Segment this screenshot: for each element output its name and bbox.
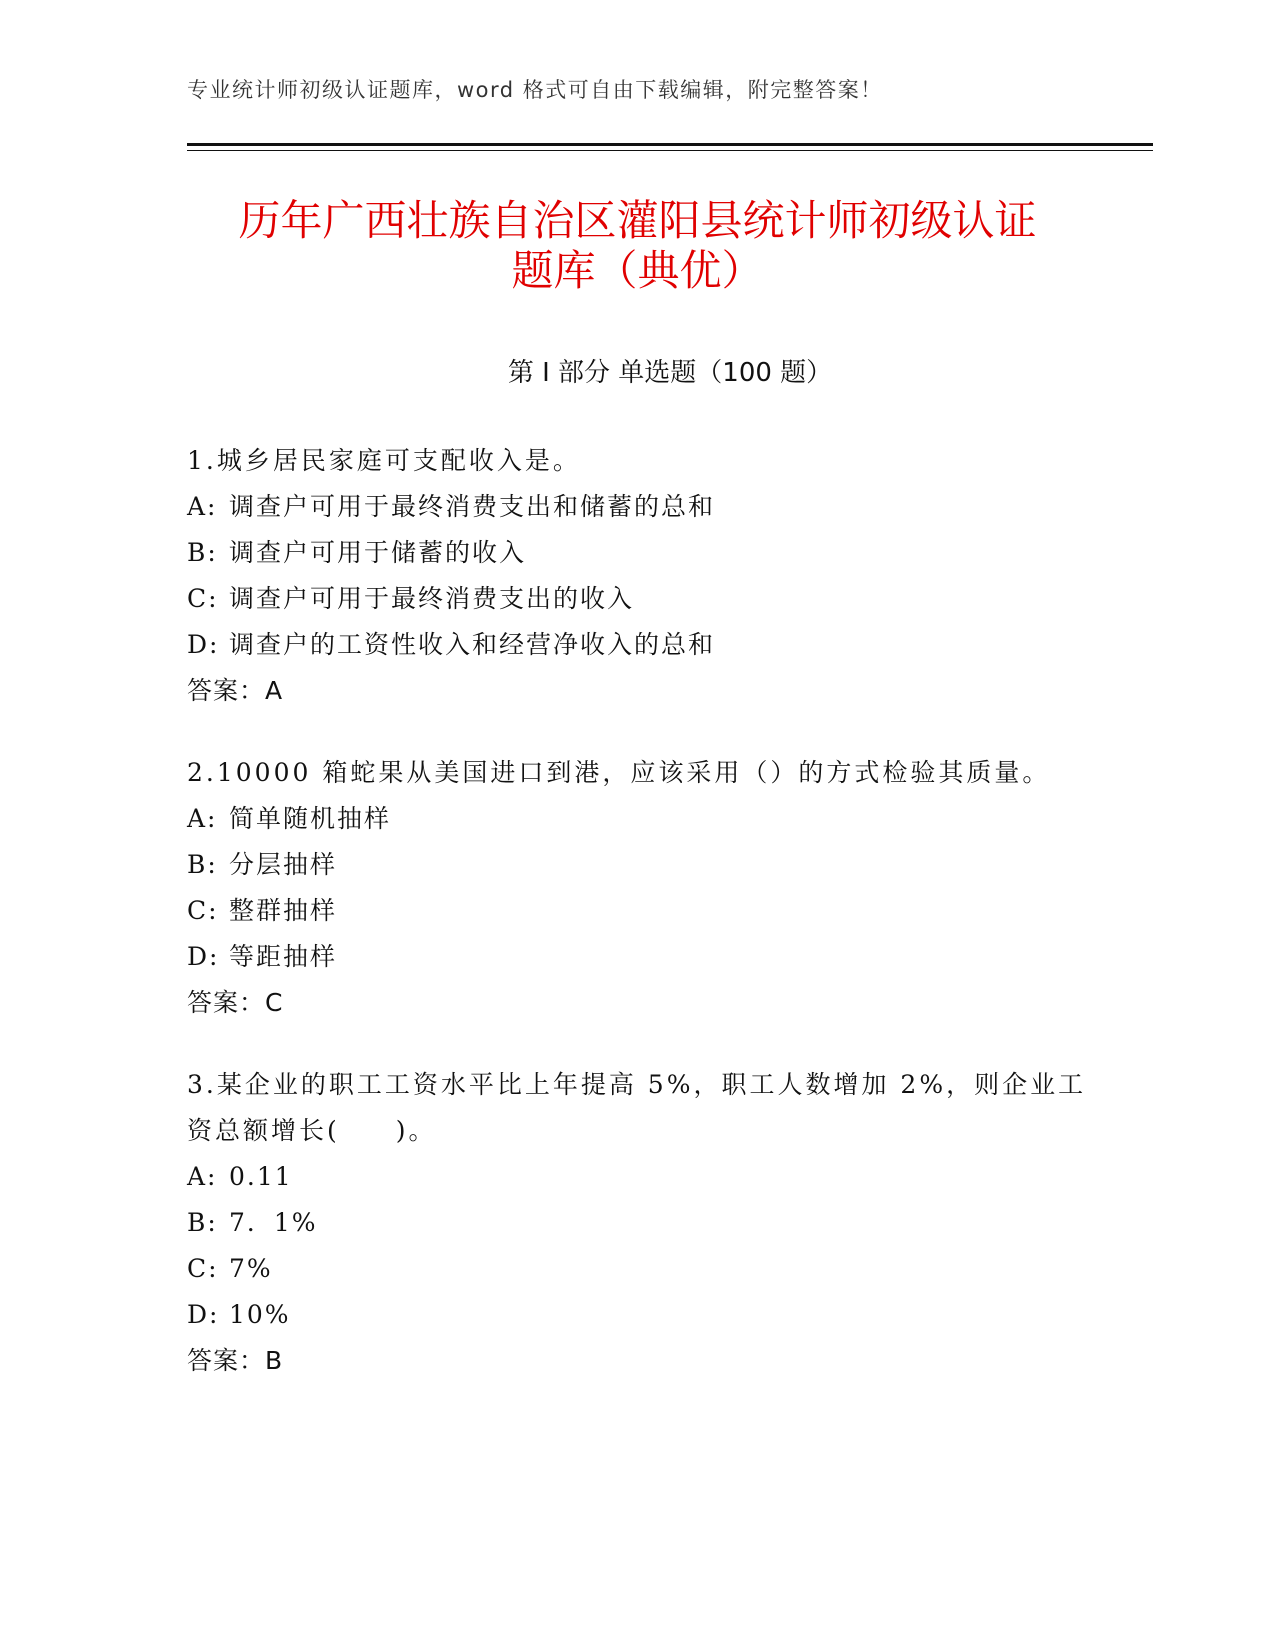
option-key: D: <box>187 942 220 971</box>
option-key: C: <box>187 896 219 925</box>
option-key: D: <box>187 1300 220 1329</box>
option-key: A: <box>187 492 218 521</box>
question-2 <box>187 750 1087 1026</box>
option-text: 等距抽样 <box>229 942 338 971</box>
option-c <box>187 888 1087 934</box>
document-title-line-2: 题库（典优） <box>511 246 764 295</box>
header-divider-thick <box>187 143 1153 146</box>
option-d <box>187 1292 1087 1338</box>
option-key: A: <box>187 1162 218 1191</box>
option-d <box>187 934 1087 980</box>
answer-line: 答案：B <box>187 1346 284 1375</box>
question-3 <box>187 1062 1087 1384</box>
option-a <box>187 484 1087 530</box>
option-key: C: <box>187 584 219 613</box>
option-text: 简单随机抽样 <box>229 804 392 833</box>
option-a <box>187 1154 1087 1200</box>
option-key: B: <box>187 1208 218 1237</box>
option-key: B: <box>187 850 218 879</box>
option-text: 整群抽样 <box>229 896 338 925</box>
option-text: 调查户可用于储蓄的收入 <box>229 538 527 567</box>
option-b <box>187 842 1087 888</box>
option-text: 调查户可用于最终消费支出的收入 <box>229 584 635 613</box>
section-heading: 第 I 部分 单选题（100 题） <box>507 358 833 388</box>
option-c <box>187 1246 1087 1292</box>
option-text: 7．1% <box>229 1208 318 1237</box>
question-stem: 1.城乡居民家庭可支配收入是。 <box>187 446 581 475</box>
option-a <box>187 796 1087 842</box>
option-text: 0.11 <box>229 1162 293 1191</box>
question-stem: 3.某企业的职工工资水平比上年提高 5%，职工人数增加 2%，则企业工资总额增长( )。 <box>187 1070 1087 1145</box>
option-b <box>187 530 1087 576</box>
option-c <box>187 576 1087 622</box>
header-note: 专业统计师初级认证题库，word 格式可自由下载编辑，附完整答案！ <box>187 78 883 102</box>
option-d <box>187 622 1087 668</box>
answer-line: 答案：C <box>187 988 284 1017</box>
question-stem: 2.10000 箱蛇果从美国进口到港，应该采用（）的方式检验其质量。 <box>187 758 1051 787</box>
document-title-line-1: 历年广西壮族自治区灌阳县统计师初级认证 <box>238 196 1037 245</box>
option-text: 分层抽样 <box>229 850 338 879</box>
answer-line: 答案：A <box>187 676 284 705</box>
option-key: C: <box>187 1254 219 1283</box>
option-key: D: <box>187 630 220 659</box>
document-title <box>187 196 1088 296</box>
header-divider-thin <box>187 150 1153 151</box>
question-list <box>187 438 1087 1420</box>
option-b <box>187 1200 1087 1246</box>
option-text: 调查户可用于最终消费支出和储蓄的总和 <box>229 492 716 521</box>
option-text: 7% <box>229 1254 273 1283</box>
question-1 <box>187 438 1087 714</box>
option-text: 10% <box>229 1300 291 1329</box>
option-text: 调查户的工资性收入和经营净收入的总和 <box>229 630 716 659</box>
option-key: B: <box>187 538 218 567</box>
option-key: A: <box>187 804 218 833</box>
